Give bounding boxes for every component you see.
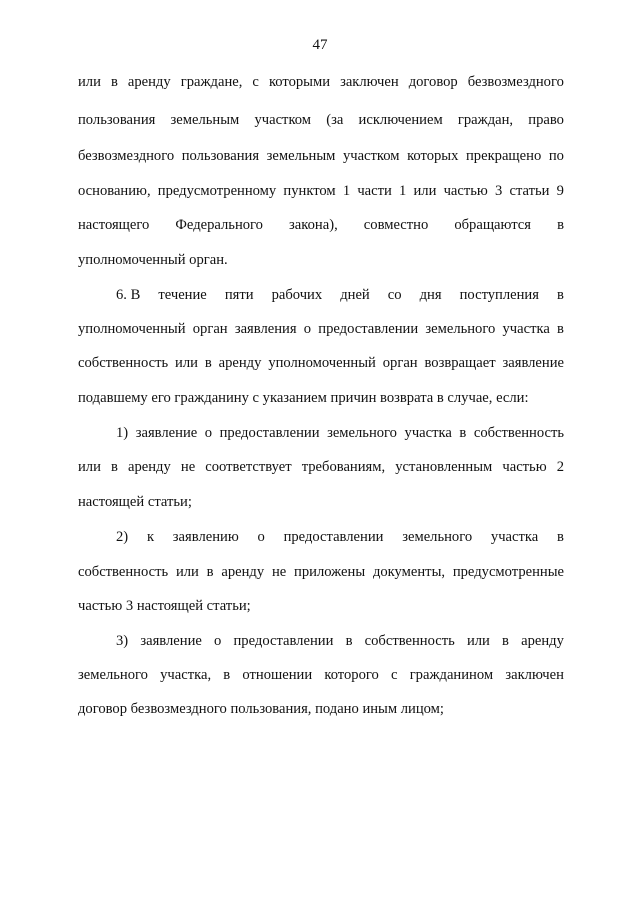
text-line-justified <box>116 528 564 546</box>
word: о <box>214 633 222 649</box>
text-line <box>78 73 564 91</box>
text-line <box>78 147 564 165</box>
word: о <box>204 425 213 441</box>
word: заявление <box>135 425 198 441</box>
word: уполномоченный <box>78 321 186 337</box>
word: в <box>459 425 467 441</box>
text-line <box>78 111 564 129</box>
text-line: подавшему его гражданину с указанием причин возврата в случае, если: <box>78 390 529 406</box>
word: со <box>387 287 402 303</box>
word: предоставлении <box>318 321 419 337</box>
word: в <box>345 633 353 649</box>
word: заявления <box>234 321 297 337</box>
word: 3) <box>116 633 129 649</box>
word: рабочих <box>271 287 323 303</box>
word: в <box>557 287 564 303</box>
word: земельным <box>170 112 240 128</box>
word: требованиям, <box>301 459 386 475</box>
word: которого <box>324 667 379 683</box>
word: заключен <box>505 667 564 683</box>
word: аренду <box>127 74 171 90</box>
word: граждане, <box>180 74 243 90</box>
text-line <box>78 458 564 476</box>
word: 1) <box>116 425 129 441</box>
word: заключен <box>340 74 399 90</box>
word: частью <box>443 183 488 199</box>
word: обращаются <box>454 217 531 233</box>
word: Федерального <box>175 217 263 233</box>
word: статьи <box>509 183 550 199</box>
word: (за <box>326 112 344 128</box>
word: гражданином <box>409 667 494 683</box>
text-line <box>116 424 564 442</box>
text-line: уполномоченный орган. <box>78 252 228 268</box>
word: собственность <box>78 564 169 580</box>
word: которыми <box>268 74 331 90</box>
text-line: договор безвозмездного пользования, подано иным лицом; <box>78 701 444 717</box>
word: поступления <box>459 287 539 303</box>
word: о <box>257 529 265 545</box>
word: или <box>466 633 490 649</box>
word: 1 <box>342 183 351 199</box>
word: основанию, <box>78 183 151 199</box>
word: не <box>180 459 196 475</box>
word: частью <box>502 459 547 475</box>
word: или <box>78 74 101 90</box>
word: в <box>204 355 212 371</box>
word: пяти <box>224 287 254 303</box>
word: по <box>548 148 564 164</box>
word: орган <box>382 355 418 371</box>
word: 9 <box>556 183 564 199</box>
word: приложены <box>294 564 366 580</box>
word: с <box>252 74 259 90</box>
word: предоставлении <box>283 529 384 545</box>
word: участком <box>342 148 400 164</box>
word: течение <box>158 287 207 303</box>
word: аренду <box>218 355 262 371</box>
word: договор <box>408 74 458 90</box>
word: участка <box>502 321 550 337</box>
word: или <box>413 183 437 199</box>
word: собственность <box>473 425 564 441</box>
text-line <box>78 182 564 200</box>
word: установленным <box>395 459 493 475</box>
text-line-justified <box>78 216 564 234</box>
word: аренду <box>128 459 171 475</box>
word: с <box>391 667 398 683</box>
word: не <box>271 564 287 580</box>
word: 1 <box>399 183 407 199</box>
word: земельного <box>402 529 473 545</box>
word: участка <box>404 425 452 441</box>
word: земельного <box>327 425 397 441</box>
word: в <box>557 217 564 233</box>
word: уполномоченный <box>268 355 376 371</box>
word: в <box>223 667 231 683</box>
word: предоставлении <box>233 633 334 649</box>
text-line <box>78 563 564 581</box>
word: право <box>528 112 564 128</box>
word: земельного <box>78 667 148 683</box>
word: совместно <box>363 217 429 233</box>
word: аренду <box>521 633 564 649</box>
word: собственность <box>364 633 455 649</box>
word: которых <box>407 148 459 164</box>
word: 6. В <box>116 287 141 303</box>
word: исключением <box>358 112 443 128</box>
word: к <box>146 529 155 545</box>
word: заявление <box>502 355 564 371</box>
word: в <box>502 633 509 649</box>
word: заявлению <box>172 529 239 545</box>
word: настоящего <box>78 217 150 233</box>
text-line <box>78 354 564 372</box>
word: орган <box>192 321 228 337</box>
word: закона), <box>289 217 338 233</box>
word: граждан, <box>457 112 514 128</box>
page-number: 47 <box>312 37 328 53</box>
word: собственность <box>78 355 169 371</box>
word: безвозмездного <box>78 148 175 164</box>
word: отношении <box>242 667 313 683</box>
word: земельного <box>425 321 496 337</box>
word: или <box>78 459 101 475</box>
word: пунктом <box>283 183 336 199</box>
word: предусмотренному <box>157 183 277 199</box>
word: в <box>557 529 564 545</box>
word: о <box>303 321 312 337</box>
text-line: частью 3 настоящей статьи; <box>78 598 251 614</box>
word: дней <box>340 287 370 303</box>
word: прекращено <box>465 148 542 164</box>
word: или <box>175 355 198 371</box>
word: заявление <box>140 633 202 649</box>
word: дня <box>419 287 442 303</box>
word: соответствует <box>205 459 292 475</box>
text-line: настоящей статьи; <box>78 494 192 510</box>
word: участка <box>490 529 539 545</box>
word: в <box>206 564 214 580</box>
word: пользования <box>181 148 260 164</box>
word: документы, <box>372 564 446 580</box>
word: 2) <box>116 529 129 545</box>
word: части <box>357 183 392 199</box>
word: участка, <box>160 667 212 683</box>
text-line <box>116 632 564 650</box>
text-line-justified <box>116 286 564 304</box>
word: предусмотренные <box>452 564 564 580</box>
word: 3 <box>495 183 503 199</box>
word: или <box>175 564 199 580</box>
text-line <box>78 666 564 684</box>
word: безвозмездного <box>467 74 564 90</box>
word: в <box>557 321 564 337</box>
word: пользования <box>78 112 156 128</box>
word: земельным <box>266 148 336 164</box>
text-line <box>78 320 564 338</box>
word: аренду <box>221 564 265 580</box>
word: предоставлении <box>219 425 320 441</box>
word: в <box>110 74 118 90</box>
word: возвращает <box>424 355 496 371</box>
word: участком <box>254 112 312 128</box>
word: 2 <box>556 459 564 475</box>
word: в <box>111 459 118 475</box>
